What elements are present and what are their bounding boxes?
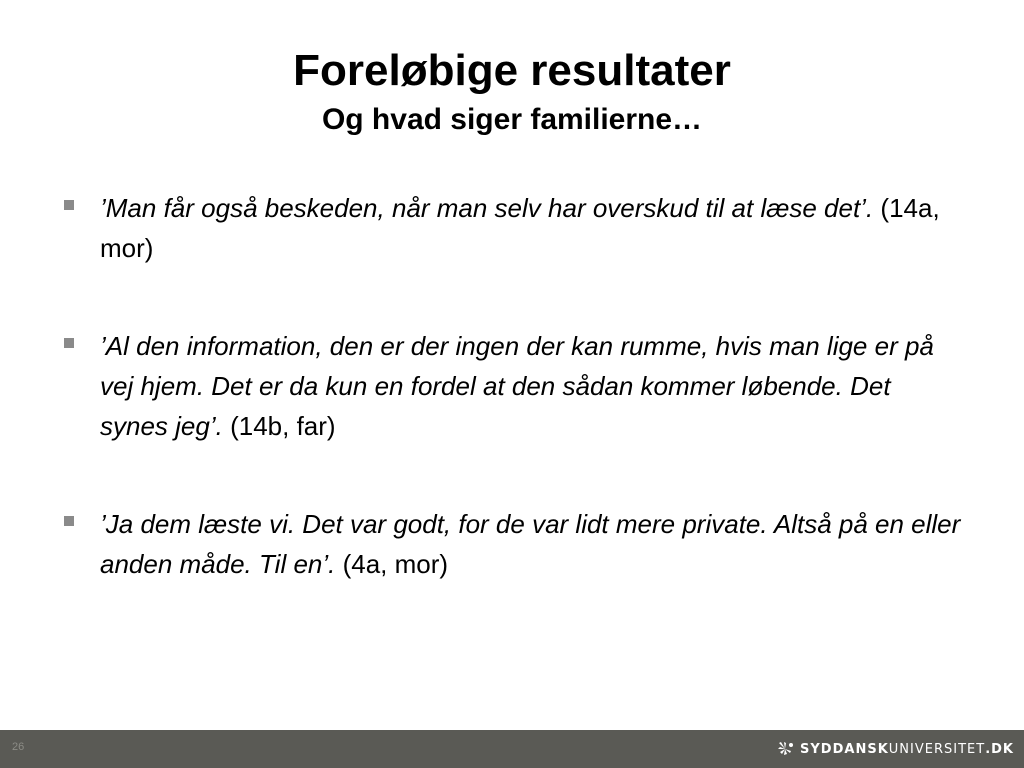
bullet-quote: ’Al den information, den er der ingen der kan rumme, hvis man lige er på vej hjem. Det er da kun en fordel at den sådan kommer løbende. Det synes jeg’. [100, 331, 934, 441]
logo-text-bold: SYDDANSK [800, 741, 889, 757]
bullet-item [62, 326, 962, 446]
slide-subtitle: Og hvad siger familierne… [321, 103, 703, 136]
logo-text-light: UNIVERSITET [888, 741, 986, 757]
bullet-quote: ’Man får også beskeden, når man selv har overskud til at læse det’. [100, 193, 881, 223]
square-bullet-icon [64, 516, 74, 526]
sdu-bird-icon [776, 740, 796, 758]
bullet-source: (4a, mor) [342, 549, 449, 579]
title-block [0, 44, 1024, 140]
bullet-list [62, 188, 962, 642]
bullet-item [62, 188, 962, 268]
square-bullet-icon [64, 338, 74, 348]
slide-title: Foreløbige resultater [293, 46, 731, 95]
logo-text-tld: .DK [985, 741, 1014, 757]
bullet-source: (14a, mor) [100, 193, 940, 263]
page-number: 26 [12, 741, 25, 753]
bullet-quote: ’Ja dem læste vi. Det var godt, for de var lidt mere private. Altså på en eller anden måde. Til en’. [100, 509, 961, 579]
footer-bar [0, 730, 1024, 768]
university-logo [776, 738, 1014, 760]
bullet-source: (14b, far) [230, 411, 336, 441]
bullet-item [62, 504, 962, 584]
square-bullet-icon [64, 200, 74, 210]
